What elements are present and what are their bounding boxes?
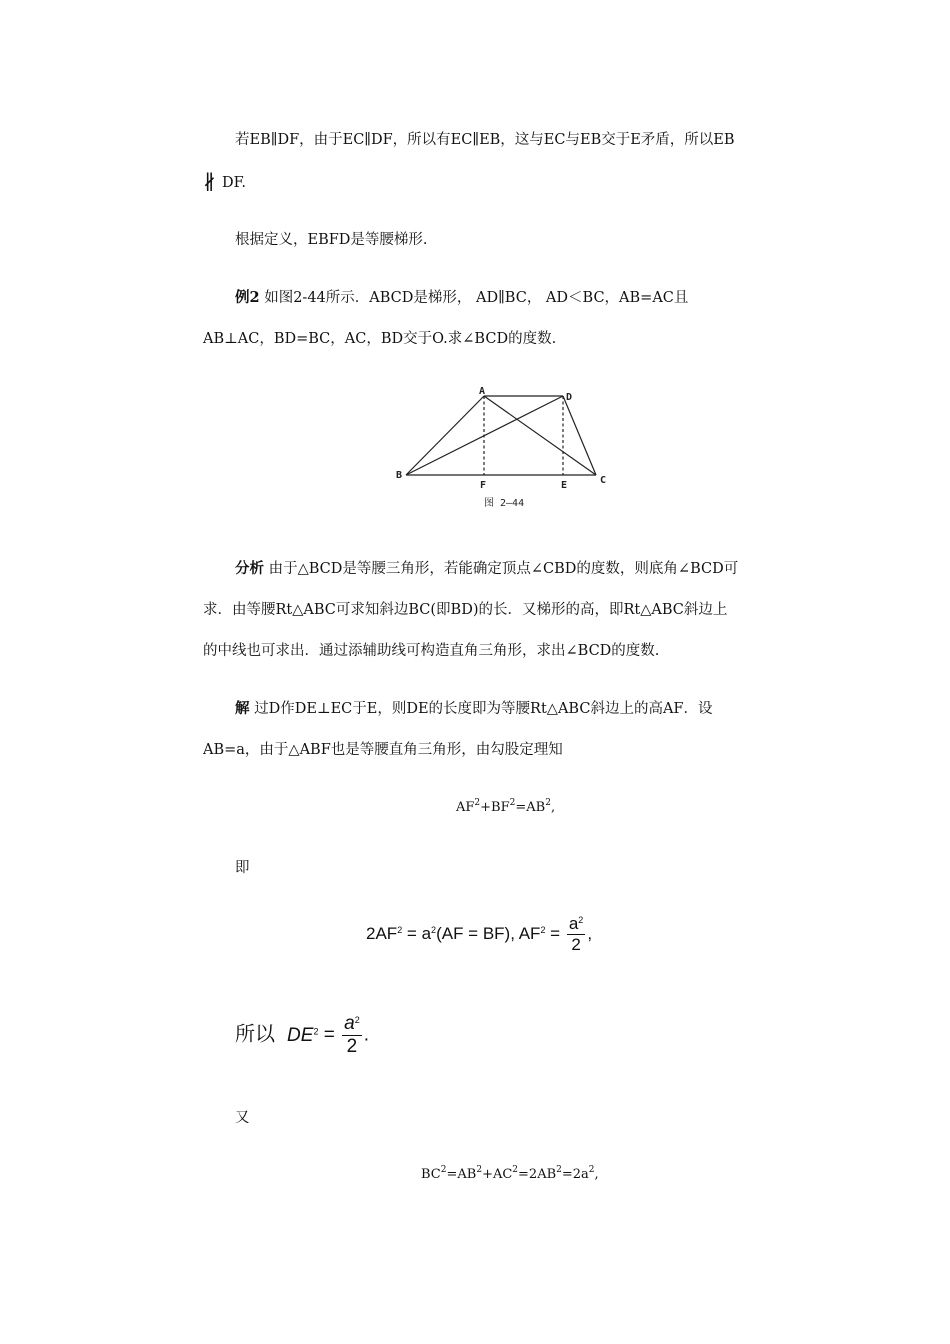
- eq-term: +AC: [482, 1167, 513, 1182]
- trapezoid-figure: [390, 382, 620, 517]
- eq-term: =: [545, 923, 565, 943]
- label-d: D: [566, 392, 573, 403]
- paragraph-line: 根据定义，EBFD是等腰梯形.: [235, 232, 428, 248]
- equation-de: [235, 1013, 369, 1058]
- eq-term: =AB: [446, 1167, 477, 1182]
- example-text: 如图2-44所示．ABCD是梯形， AD∥BC， AD＜BC，AB=AC且: [264, 290, 689, 306]
- solution-label: 解: [235, 700, 250, 717]
- eq-term: = a: [402, 923, 432, 943]
- eq-term: +BF: [480, 800, 510, 815]
- paragraph-line: 若EB∥DF，由于EC∥DF，所以有EC∥EB，这与EC与EB交于E矛盾，所以EB: [235, 132, 735, 148]
- eq-term: ,: [587, 923, 593, 943]
- analysis-paragraph: [235, 557, 738, 578]
- paragraph-line: DF.: [222, 175, 247, 191]
- paragraph-line: AB=a，由于△ABF也是等腰直角三角形，由勾股定理知: [203, 742, 563, 758]
- paragraph-line: 又: [235, 1110, 250, 1126]
- eq-term: =: [318, 1024, 341, 1046]
- label-a: A: [479, 386, 486, 397]
- paragraph-line: AB⊥AC，BD=BC，AC，BD交于O.求∠BCD的度数.: [203, 331, 557, 347]
- equation-pythagoras: [456, 800, 555, 815]
- exponent: 2: [474, 798, 481, 808]
- analysis-label: 分析: [235, 560, 264, 577]
- example-label: 例2: [235, 289, 260, 306]
- fraction-denominator: 2: [346, 1036, 358, 1057]
- eq-term: DE: [287, 1024, 314, 1046]
- fraction-denominator: 2: [571, 935, 581, 954]
- example-paragraph: [235, 286, 688, 307]
- exponent: 2: [509, 798, 516, 808]
- eq-term: (AF = BF), AF: [436, 923, 541, 943]
- fraction-numerator: $a^2$: [568, 914, 584, 933]
- fraction-numerator: $a^2$: [344, 1013, 360, 1034]
- eq-term: =AB: [515, 800, 546, 815]
- exponent: 2: [588, 1165, 595, 1175]
- exponent: 2: [540, 924, 546, 935]
- exponent: 2: [545, 798, 551, 808]
- eq-term: ,: [550, 800, 556, 815]
- figure-caption: 图 2—44: [484, 498, 525, 509]
- exponent: 2: [431, 924, 437, 935]
- paragraph-line: 即: [235, 860, 250, 876]
- solution-text: 过D作DE⊥EC于E，则DE的长度即为等腰Rt△ABC斜边上的高AF．设: [254, 701, 713, 717]
- paragraph-line: 求．由等腰Rt△ABC可求知斜边BC(即BD)的长．又梯形的高，即Rt△ABC斜边上: [203, 602, 728, 618]
- equation-bc: [421, 1167, 599, 1182]
- segment-ab: [406, 396, 484, 475]
- exponent: 2: [556, 1165, 562, 1175]
- eq-term: AF: [456, 800, 475, 815]
- solution-paragraph: [235, 697, 712, 718]
- label-f: F: [480, 480, 487, 491]
- eq-term: =2a: [561, 1167, 589, 1182]
- exponent: 2: [512, 1165, 519, 1175]
- label-b: B: [396, 470, 403, 481]
- eq-label: 所以: [235, 1021, 275, 1046]
- exponent: 2: [313, 1026, 319, 1037]
- fraction: [342, 1013, 362, 1058]
- not-parallel-symbol: ∦: [203, 170, 216, 194]
- label-c: C: [600, 475, 607, 486]
- equation-af: [366, 914, 592, 955]
- label-e: E: [561, 480, 568, 491]
- analysis-text: 由于△BCD是等腰三角形，若能确定顶点∠CBD的度数，则底角∠BCD可: [268, 561, 739, 577]
- eq-term: =2AB: [518, 1167, 557, 1182]
- paragraph-line: 的中线也可求出．通过添辅助线可构造直角三角形，求出∠BCD的度数.: [203, 643, 660, 659]
- fraction: [567, 914, 585, 955]
- exponent: 2: [440, 1165, 447, 1175]
- eq-term: 2AF: [366, 923, 398, 943]
- eq-term: BC: [421, 1167, 441, 1182]
- eq-term: ,: [594, 1167, 599, 1182]
- exponent: 2: [397, 924, 403, 935]
- exponent: 2: [476, 1165, 483, 1175]
- eq-term: .: [363, 1024, 369, 1046]
